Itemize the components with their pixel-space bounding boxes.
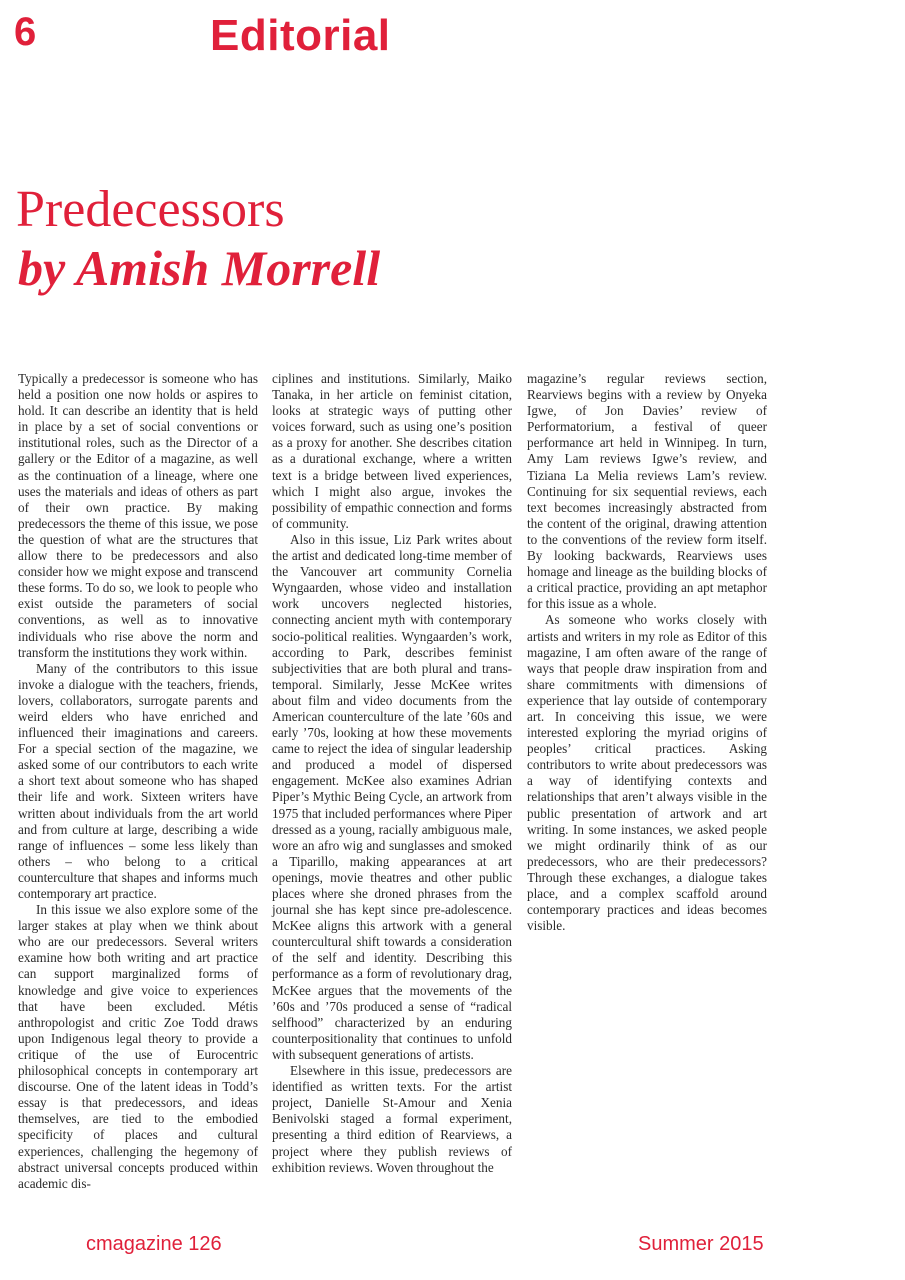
paragraph: ciplines and institutions. Similarly, Maiko Tanaka, in her article on feminist citation, looks at strategic ways of putting other voices forward, such as using one’s position as a proxy for another. She describes citation as a durational exchange, where a written text is a bridge between lived experiences, which I might also argue, invokes the possibility of empathic connection and forms of community. [272, 371, 512, 531]
paragraph: Many of the contributors to this issue invoke a dialogue with the teachers, friends, lovers, collaborators, surrogate parents and weird elders who have enriched and influenced their imaginations and careers. For a special section of the magazine, we asked some of our contributors to each write a short text about someone who has shaped their life and work. Sixteen writers have written about individuals from the art world and from culture at large, describing a wide range of influences – some less likely than others – who belong to a critical counterculture that shapes and informs much contemporary art practice. [18, 660, 258, 901]
paragraph: As someone who works closely with artists and writers in my role as Editor of this magazine, I am often aware of the range of ways that people draw inspiration from and share commitments with dimensions of experience that lay outside of contemporary art. In conceiving this issue, we were interested exploring the myriad origins of peoples’ critical practices. Asking contributors to write about predecessors was a way of identifying contexts and relationships that aren’t always visible in the public presentation of artwork and art writing. In some instances, we asked people we might ordinarily think of as our predecessors, who are their predecessors? Through these exchanges, a dialogue takes place, and a complex scaffold around contemporary practices and ideas becomes visible. [527, 612, 767, 934]
text-column-1 [18, 371, 258, 1192]
paragraph: In this issue we also explore some of the larger stakes at play when we think about who are our predecessors. Several writers examine how both writing and art practice can support marginalized forms of knowledge and give voice to experiences that have been excluded. Métis anthropologist and critic Zoe Todd draws upon Indigenous legal theory to provide a critique of the use of Eurocentric philosophical concepts in contemporary art discourse. One of the latent ideas in Todd’s essay is that predecessors, and ideas themselves, are tied to the embodied specificity of places and cultural experiences, challenging the hegemony of abstract universal concepts produced within academic dis- [18, 902, 258, 1191]
article-title: Predecessors [16, 181, 285, 238]
paragraph: Elsewhere in this issue, predecessors are identified as written texts. For the artist project, Danielle St-Amour and Xenia Benivolski staged a formal experiment, presenting a third edition of Rearviews, a project where they publish reviews of exhibition reviews. Woven throughout the [272, 1063, 512, 1175]
footer-magazine-issue: cmagazine 126 [86, 1233, 222, 1255]
article-byline: by Amish Morrell [18, 240, 381, 296]
text-column-2 [272, 371, 512, 1176]
page-number: 6 [14, 10, 37, 54]
paragraph: Typically a predecessor is someone who has held a position one now holds or aspires to hold. It can describe an identity that is held in place by a set of social conventions or institutional roles, such as the Director of a gallery or the Editor of a magazine, as well as the continuation of a lineage, where one uses the materials and ideas of others as part of their own practice. By making predecessors the theme of this issue, we pose the question of what are the structures that allow there to be predecessors and also consider how we might expose and transcend these forms. To do so, we look to people who exist outside the parameters of social conventions, as well as to innovative individuals who rise above the norm and transform the institutions they work within. [18, 371, 258, 660]
paragraph: magazine’s regular reviews section, Rearviews begins with a review by Onyeka Igwe, of Jon Davies’ review of Performatorium, a festival of queer performance art held in Winnipeg. In turn, Amy Lam reviews Igwe’s review, and Tiziana La Melia reviews Lam’s review. Continuing for six sequential reviews, each text becomes increasingly abstracted from the content of the original, drawing attention to the conventions of the review form itself. By looking backwards, Rearviews uses homage and lineage as the building blocks of a critical practice, providing an apt metaphor for this issue as a whole. [527, 371, 767, 612]
section-title: Editorial [210, 11, 391, 60]
paragraph: Also in this issue, Liz Park writes about the artist and dedicated long-time member of the Vancouver art community Cornelia Wyngaarden, whose video and installation work uncovers neglected histories, connecting ancient myth with contemporary socio-political realities. Wyngaarden’s work, according to Park, describes feminist subjectivities that are both plural and trans-temporal. Similarly, Jesse McKee writes about film and video documents from the American counterculture of the late ’60s and early ’70s, looking at how these movements came to reject the idea of singular leadership and produced a model of dispersed engagement. McKee also examines Adrian Piper’s Mythic Being Cycle, an artwork from 1975 that included performances where Piper dressed as a young, racially ambiguous male, wore an afro wig and sunglasses and smoked a Tiparillo, making appearances at art openings, movie theatres and other public places where she droned phrases from the journal she has kept since pre-adolescence. McKee aligns this artwork with a general countercultural shift towards a consideration of the self and identity. Describing this performance as a form of revolutionary drag, McKee argues that the movements of the ’60s and ’70s produced a sense of “radical selfhood” characterized by an enduring counterpositionality that continues to unfold with subsequent generations of artists. [272, 531, 512, 1062]
footer-season: Summer 2015 [638, 1233, 764, 1255]
text-column-3 [527, 371, 767, 934]
